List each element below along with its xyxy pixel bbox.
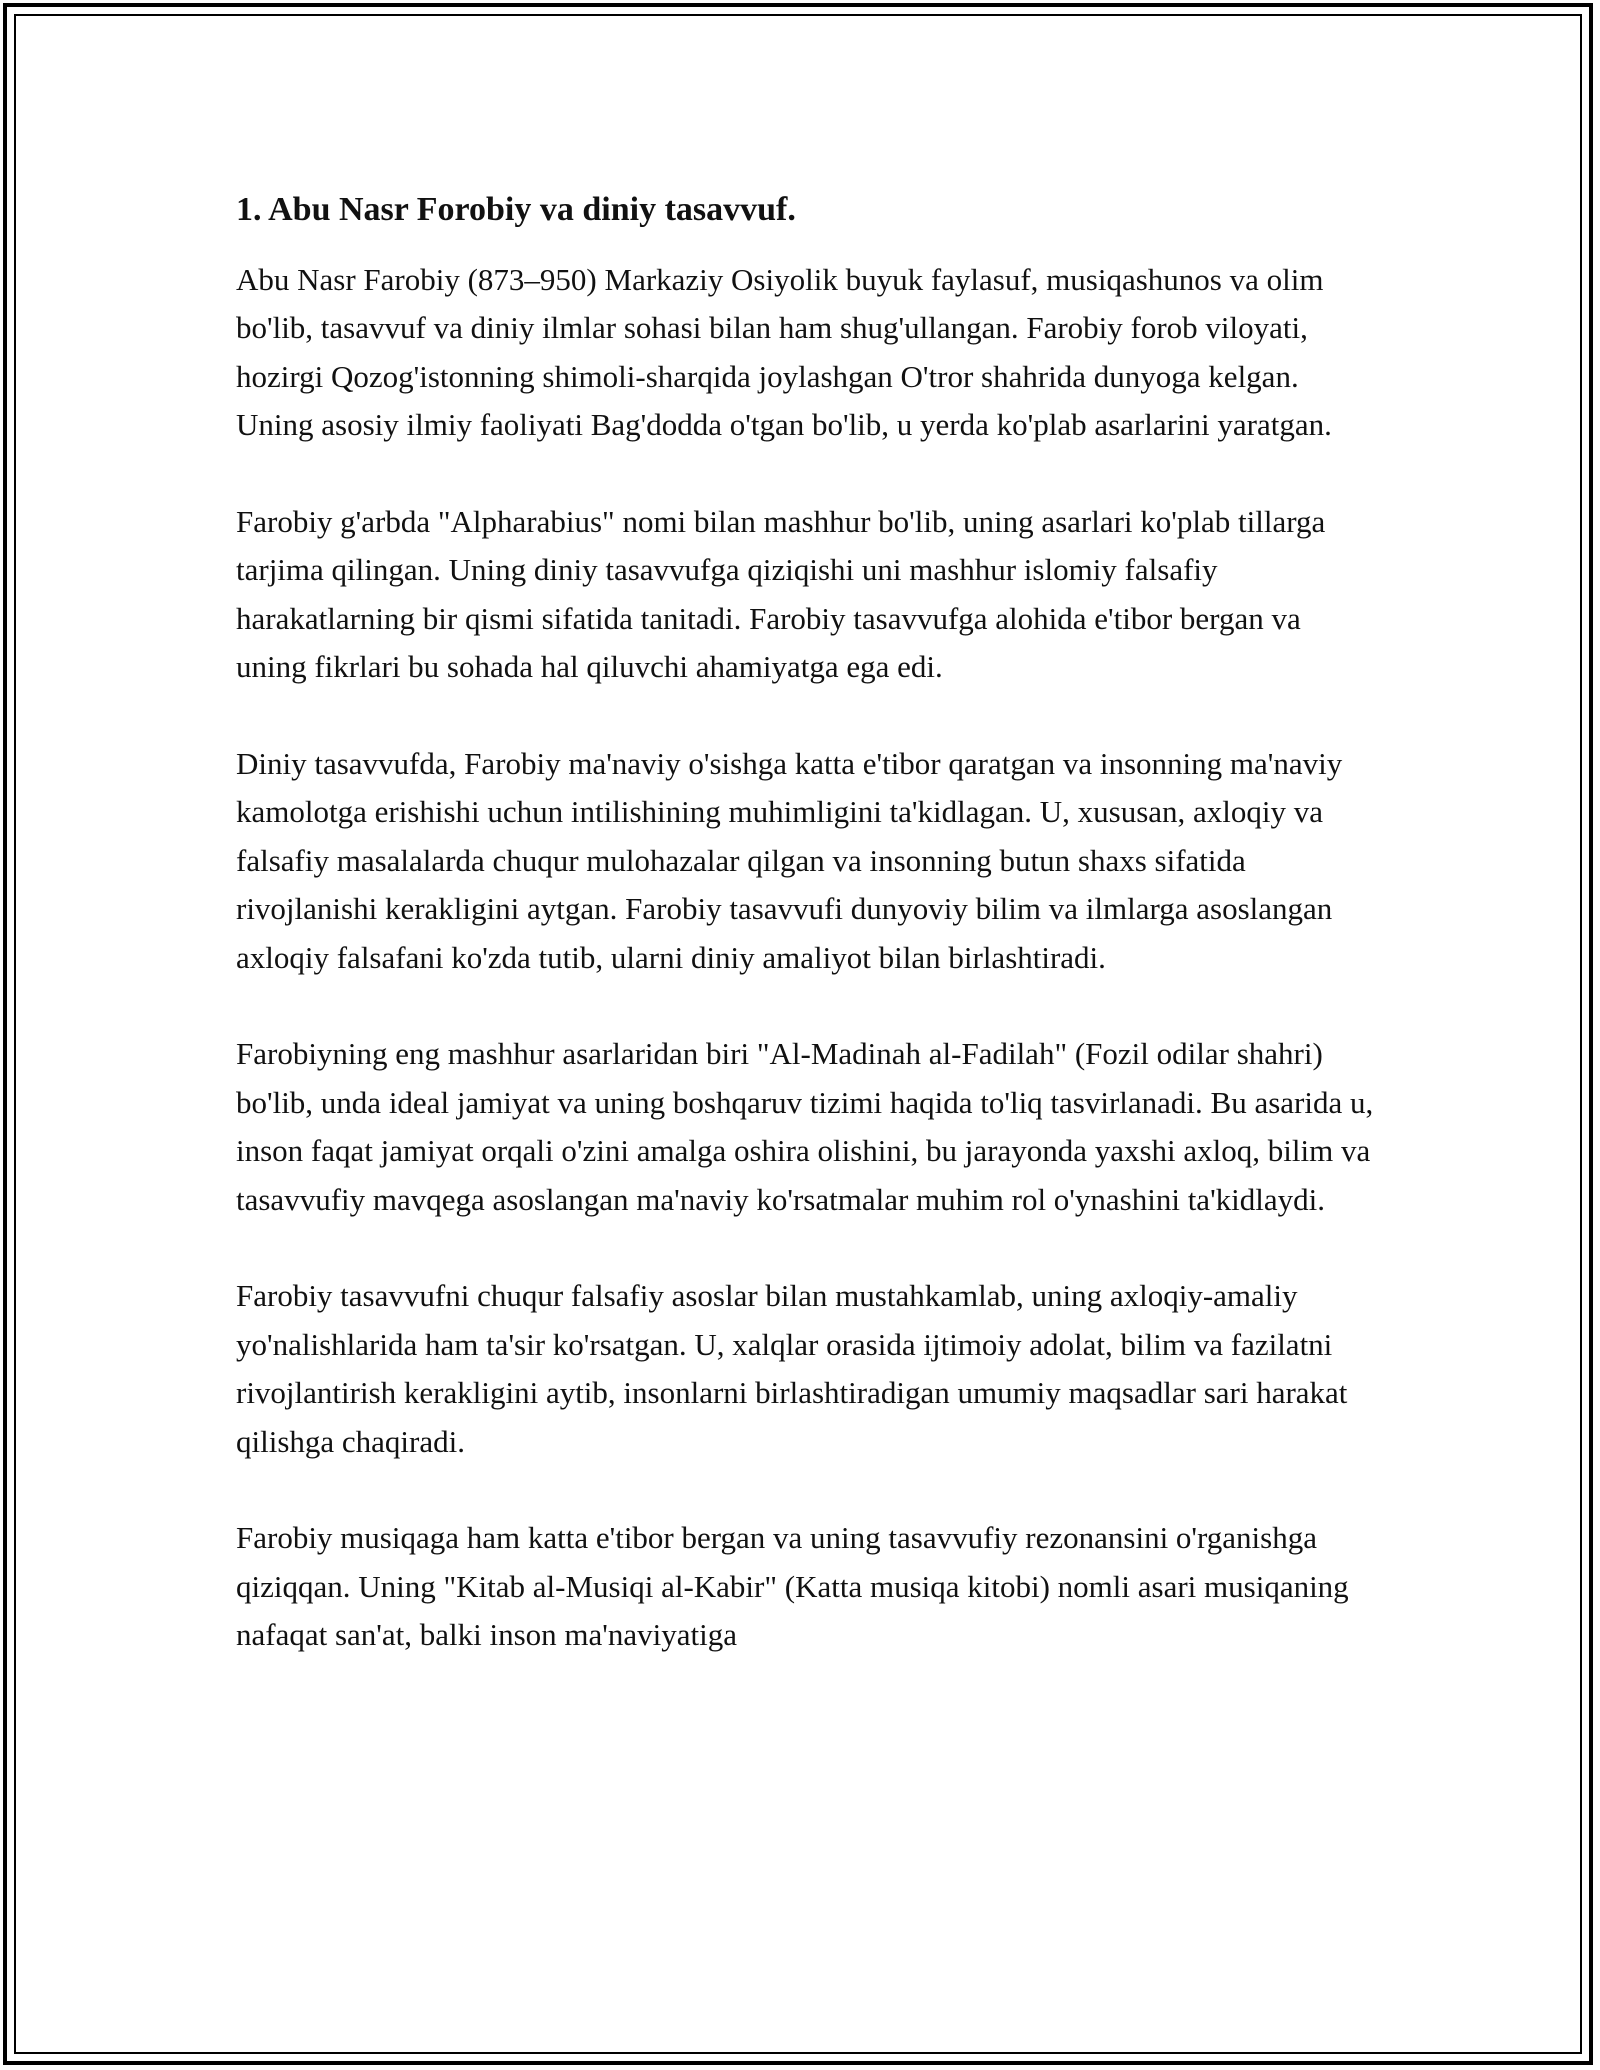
- document-body: [236, 186, 1376, 1660]
- paragraph-6: Farobiy musiqaga ham katta e'tibor bergan va uning tasavvufiy rezonansini o'rganishga qiziqqan. Uning "Kitab al-Musiqi al-Kabir" (Katta musiqa kitobi) nomli asari musiqaning nafaqat san'at, balki inson ma'naviyatiga: [236, 1520, 1349, 1653]
- paragraph-1: Abu Nasr Farobiy (873–950) Markaziy Osiyolik buyuk faylasuf, musiqashunos va olim bo'lib, tasavvuf va diniy ilmlar sohasi bilan ham shug'ullangan. Farobiy forob viloyati, hozirgi Qozog'istonning shimoli-sharqida joylashgan O'tror shahrida dunyoga kelgan. Uning asosiy ilmiy faoliyati Bag'dodda o'tgan bo'lib, u yerda ko'plab asarlarini yaratgan.: [236, 262, 1332, 443]
- paragraph-2: Farobiy g'arbda "Alpharabius" nomi bilan mashhur bo'lib, uning asarlari ko'plab tillarga tarjima qilingan. Uning diniy tasavvufga qiziqishi uni mashhur islomiy falsafiy harakatlarning bir qismi sifatida tanitadi. Farobiy tasavvufga alohida e'tibor bergan va uning fikrlari bu sohada hal qiluvchi ahamiyatga ega edi.: [236, 504, 1326, 685]
- paragraph-4: Farobiyning eng mashhur asarlaridan biri "Al-Madinah al-Fadilah" (Fozil odilar shahri) bo'lib, unda ideal jamiyat va uning boshqaruv tizimi haqida to'liq tasvirlanadi. Bu asarida u, inson faqat jamiyat orqali o'zini amalga oshira olishini, bu jarayonda yaxshi axloq, bilim va tasavvufiy mavqega asoslangan ma'naviy ko'rsatmalar muhim rol o'ynashini ta'kidlaydi.: [236, 1036, 1374, 1217]
- paragraph-5: Farobiy tasavvufni chuqur falsafiy asoslar bilan mustahkamlab, uning axloqiy-amaliy yo'nalishlarida ham ta'sir ko'rsatgan. U, xalqlar orasida ijtimoiy adolat, bilim va fazilatni rivojlantirish kerakligini aytib, insonlarni birlashtiradigan umumiy maqsadlar sari harakat qilishga chaqiradi.: [236, 1278, 1348, 1459]
- page-title: 1. Abu Nasr Forobiy va diniy tasavvuf.: [236, 191, 796, 228]
- paragraph-3: Diniy tasavvufda, Farobiy ma'naviy o'sishga katta e'tibor qaratgan va insonning ma'naviy kamolotga erishishi uchun intilishining muhimligini ta'kidlagan. U, xususan, axloqiy va falsafiy masalalarda chuqur mulohazalar qilgan va insonning butun shaxs sifatida rivojlanishi kerakligini aytgan. Farobiy tasavvufi dunyoviy bilim va ilmlarga asoslangan axloqiy falsafani ko'zda tutib, ularni diniy amaliyot bilan birlashtiradi.: [236, 746, 1343, 975]
